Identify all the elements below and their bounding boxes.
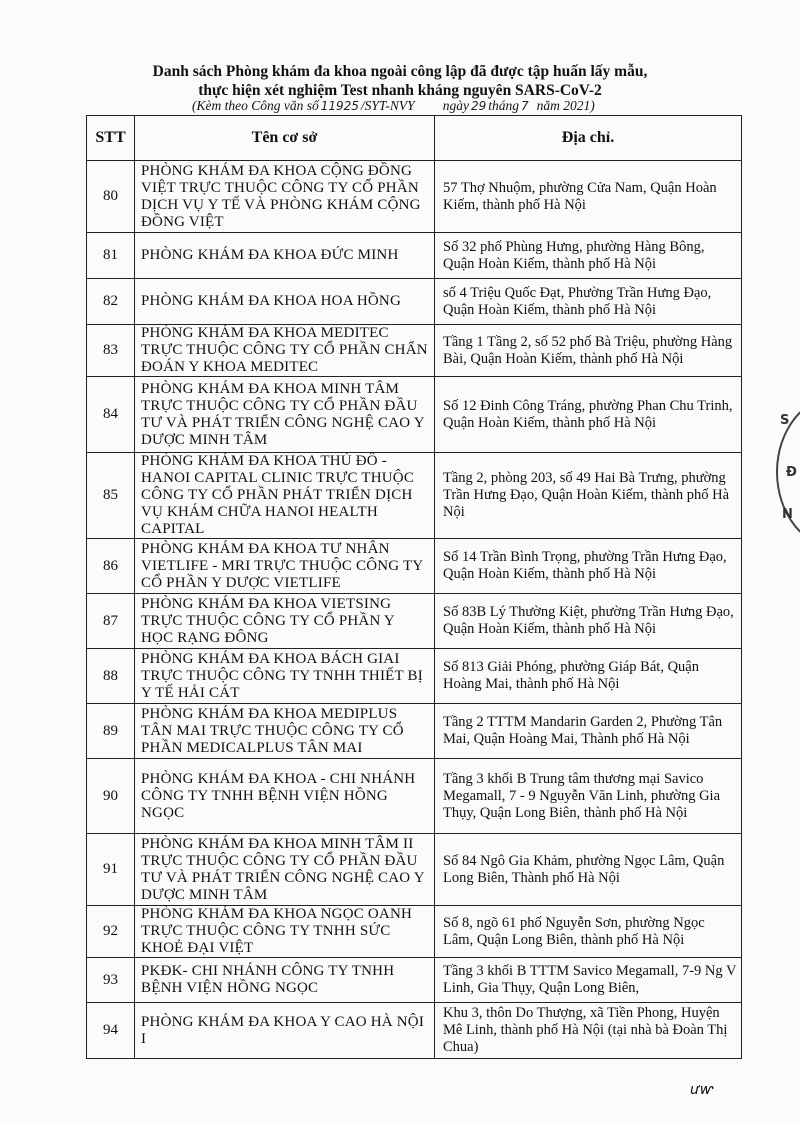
row-address: Số 8, ngõ 61 phố Nguyễn Sơn, phường Ngọc Lâm, Quận Long Biên, thành phố Hà Nội [435,906,742,958]
row-clinic-name: PHÒNG KHÁM ĐA KHOA VIETSING TRỰC THUỘC CÔNG TY CỔ PHẦN Y HỌC RẠNG ĐÔNG [135,594,435,649]
row-address: Số 84 Ngô Gia Khảm, phường Ngọc Lâm, Quận Long Biên, Thành phố Hà Nội [435,834,742,906]
row-clinic-name: PHÒNG KHÁM ĐA KHOA - CHI NHÁNH CÔNG TY TNHH BỆNH VIỆN HỒNG NGỌC [135,759,435,834]
row-stt: 91 [87,834,135,906]
row-clinic-name: PHÒNG KHÁM ĐA KHOA MINH TÂM II TRỰC THUỘC CÔNG TY CỔ PHẦN ĐẦU TƯ VÀ PHÁT TRIỂN CÔNG NGHỆ CAO Y DƯỢC MINH TÂM [135,834,435,906]
reference-month: 7 [521,99,529,113]
row-address: Số 813 Giải Phóng, phường Giáp Bát, Quận Hoàng Mai, thành phố Hà Nội [435,649,742,704]
document-reference [192,98,652,114]
reference-year: năm 2021) [536,98,595,113]
row-clinic-name: PHÒNG KHÁM ĐA KHOA ĐỨC MINH [135,233,435,279]
row-clinic-name: PHÒNG KHÁM ĐA KHOA Y CAO HÀ NỘI I [135,1003,435,1059]
row-stt: 85 [87,453,135,539]
row-clinic-name: PHÒNG KHÁM ĐA KHOA MEDITEC TRỰC THUỘC CÔNG TY CỔ PHẦN CHẨN ĐOÁN Y KHOA MEDITEC [135,325,435,377]
row-stt: 92 [87,906,135,958]
table-row [87,325,742,377]
document-title-line2: thực hiện xét nghiệm Test nhanh kháng nguyên SARS-CoV-2 [198,82,602,99]
reference-month-label: tháng [488,98,519,113]
row-stt: 84 [87,377,135,453]
row-clinic-name: PHÒNG KHÁM ĐA KHOA TƯ NHÂN VIETLIFE - MRI TRỰC THUỘC CÔNG TY CỔ PHẦN Y DƯỢC VIETLIFE [135,539,435,594]
row-address: Số 32 phố Phùng Hưng, phường Hàng Bông, Quận Hoàn Kiếm, thành phố Hà Nội [435,233,742,279]
table-row [87,759,742,834]
row-clinic-name: PHÒNG KHÁM ĐA KHOA MEDIPLUS TÂN MAI TRỰC THUỘC CÔNG TY CỔ PHẦN MEDICALPLUS TÂN MAI [135,704,435,759]
row-clinic-name: PHÒNG KHÁM ĐA KHOA HOA HỒNG [135,279,435,325]
row-stt: 88 [87,649,135,704]
table-row [87,704,742,759]
signature-mark: ưⱳ [690,1082,713,1098]
row-stt: 93 [87,958,135,1003]
row-stt: 90 [87,759,135,834]
reference-prefix: (Kèm theo Công văn số [192,98,319,113]
table-row [87,834,742,906]
row-stt: 86 [87,539,135,594]
table-row [87,1003,742,1059]
row-address: Khu 3, thôn Do Thượng, xã Tiền Phong, Huyện Mê Linh, thành phố Hà Nội (tại nhà bà Đoàn Thị Chua) [435,1003,742,1059]
row-address: Tầng 3 khối B Trung tâm thương mại Savico Megamall, 7 - 9 Nguyễn Văn Linh, phường Gia Thụy, Quận Long Biên, thành phố Hà Nội [435,759,742,834]
row-stt: 94 [87,1003,135,1059]
header-stt: STT [87,116,135,161]
row-address: Số 14 Trần Bình Trọng, phường Trần Hưng Đạo, Quận Hoàn Kiếm, thành phố Hà Nội [435,539,742,594]
table-row [87,539,742,594]
row-clinic-name: PHÒNG KHÁM ĐA KHOA NGỌC OANH TRỰC THUỘC CÔNG TY TNHH SỨC KHOẺ ĐẠI VIỆT [135,906,435,958]
table-row [87,958,742,1003]
row-clinic-name: PHÒNG KHÁM ĐA KHOA BÁCH GIAI TRỰC THUỘC CÔNG TY TNHH THIẾT BỊ Y TẾ HẢI CÁT [135,649,435,704]
row-clinic-name: PHÒNG KHÁM ĐA KHOA CỘNG ĐỒNG VIỆT TRỰC THUỘC CÔNG TY CỔ PHẦN DỊCH VỤ Y TẾ VÀ PHÒNG KHÁM CỘNG ĐỒNG VIỆT [135,161,435,233]
row-address: Tầng 1 Tầng 2, số 52 phố Bà Triệu, phường Hàng Bài, Quận Hoàn Kiếm, thành phố Hà Nội [435,325,742,377]
table-row [87,233,742,279]
row-clinic-name: PHÒNG KHÁM ĐA KHOA THỦ ĐÔ - HANOI CAPITAL CLINIC TRỰC THUỘC CÔNG TY CỔ PHẦN PHÁT TRIỂN DỊCH VỤ KHÁM CHỮA HANOI HEALTH CAPITAL [135,453,435,539]
table-row [87,453,742,539]
row-address: Tầng 2 TTTM Mandarin Garden 2, Phường Tân Mai, Quận Hoàng Mai, Thành phố Hà Nội [435,704,742,759]
table-row [87,906,742,958]
row-stt: 89 [87,704,135,759]
stamp-mark: S Đ N [770,395,800,545]
header-name: Tên cơ sở [135,116,435,161]
row-stt: 83 [87,325,135,377]
row-stt: 81 [87,233,135,279]
table-row [87,161,742,233]
row-clinic-name: PHÒNG KHÁM ĐA KHOA MINH TÂM TRỰC THUỘC CÔNG TY CỔ PHẦN ĐẦU TƯ VÀ PHÁT TRIỂN CÔNG NGHỆ CAO Y DƯỢC MINH TÂM [135,377,435,453]
row-stt: 80 [87,161,135,233]
reference-day-label: ngày [442,98,469,113]
row-address: Số 12 Đinh Công Tráng, phường Phan Chu Trinh, Quận Hoàn Kiếm, thành phố Hà Nội [435,377,742,453]
reference-doc-suffix: /SYT-NVY [360,98,415,113]
reference-day: 29 [470,99,487,113]
table-header-row [87,116,742,161]
row-address: số 4 Triệu Quốc Đạt, Phường Trần Hưng Đạo, Quận Hoàn Kiếm, thành phố Hà Nội [435,279,742,325]
header-address: Địa chỉ. [435,116,742,161]
row-address: Số 83B Lý Thường Kiệt, phường Trần Hưng Đạo, Quận Hoàn Kiếm, thành phố Hà Nội [435,594,742,649]
table-row [87,649,742,704]
row-stt: 87 [87,594,135,649]
reference-doc-number: 11925 [320,99,359,113]
table-row [87,377,742,453]
table-row [87,279,742,325]
document-title-line1: Danh sách Phòng khám đa khoa ngoài công lập đã được tập huấn lấy mẫu, [152,63,648,80]
row-clinic-name: PKĐK- CHI NHÁNH CÔNG TY TNHH BỆNH VIỆN HỒNG NGỌC [135,958,435,1003]
clinic-table [86,115,742,1059]
row-address: Tầng 3 khối B TTTM Savico Megamall, 7-9 Ng V Linh, Gia Thụy, Quận Long Biên, [435,958,742,1003]
row-stt: 82 [87,279,135,325]
row-address: Tầng 2, phòng 203, số 49 Hai Bà Trưng, phường Trần Hưng Đạo, Quận Hoàn Kiếm, thành phố Hà Nội [435,453,742,539]
row-address: 57 Thợ Nhuộm, phường Cửa Nam, Quận Hoàn Kiếm, thành phố Hà Nội [435,161,742,233]
table-row [87,594,742,649]
